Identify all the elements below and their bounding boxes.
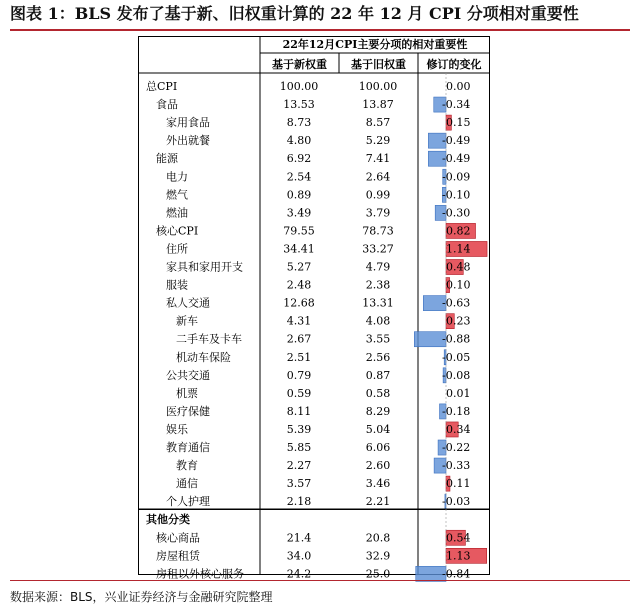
row-new-weight: 24.2	[286, 567, 312, 581]
row-new-weight: 0.89	[286, 188, 312, 202]
row-change-value: -0.34	[442, 98, 471, 112]
row-new-weight: 34.41	[283, 242, 315, 256]
row-old-weight: 25.0	[365, 567, 391, 581]
row-new-weight: 3.57	[286, 477, 312, 491]
row-label: 服装	[166, 278, 188, 292]
row-change-value: 1.14	[446, 242, 471, 256]
row-change-value: 0.01	[446, 386, 471, 400]
row-new-weight: 2.51	[286, 350, 312, 364]
row-old-weight: 2.38	[365, 278, 391, 292]
row-old-weight: 5.04	[365, 422, 391, 436]
row-new-weight: 2.27	[286, 459, 312, 473]
row-label: 房屋租赁	[156, 549, 200, 563]
row-label: 能源	[156, 152, 178, 166]
row-label: 总CPI	[146, 80, 178, 94]
row-old-weight: 32.9	[365, 549, 391, 563]
row-label: 娱乐	[166, 422, 188, 436]
row-label: 燃油	[166, 206, 188, 220]
row-change-value: -0.30	[442, 206, 471, 220]
row-label: 燃气	[166, 188, 188, 202]
row-new-weight: 4.80	[286, 134, 312, 148]
row-label: 机动车保险	[176, 350, 231, 364]
row-change-value: 0.00	[446, 80, 471, 94]
row-old-weight: 13.87	[362, 98, 394, 112]
row-old-weight: 100.00	[358, 80, 398, 94]
row-change-value: -0.05	[442, 350, 471, 364]
row-change-value: -0.22	[442, 441, 471, 455]
row-label: 新车	[176, 314, 198, 328]
column-header-new: 基于新权重	[272, 58, 327, 71]
source-note: 数据来源：BLS，兴业证券经济与金融研究院整理	[10, 590, 273, 604]
row-label: 医疗保健	[166, 404, 210, 418]
row-change-value: 0.11	[446, 477, 471, 491]
row-old-weight: 3.55	[365, 332, 391, 346]
row-label: 核心商品	[156, 531, 200, 545]
row-new-weight: 2.67	[286, 332, 312, 346]
row-label: 私人交通	[166, 296, 210, 310]
row-change-value: -0.08	[442, 368, 471, 382]
row-label: 食品	[156, 98, 178, 112]
row-label: 家具和家用开支	[166, 260, 243, 274]
row-old-weight: 20.8	[365, 531, 391, 545]
row-old-weight: 0.99	[365, 188, 391, 202]
row-label: 房租以外核心服务	[156, 567, 244, 581]
row-old-weight: 33.27	[362, 242, 394, 256]
row-change-value: -0.03	[442, 495, 471, 509]
row-change-value: -0.84	[442, 567, 471, 581]
row-old-weight: 4.79	[365, 260, 391, 274]
row-new-weight: 5.39	[286, 422, 312, 436]
row-new-weight: 79.55	[283, 224, 315, 238]
row-old-weight: 2.60	[365, 459, 391, 473]
row-change-value: 0.34	[446, 422, 471, 436]
row-old-weight: 3.79	[365, 206, 391, 220]
row-label: 个人护理	[166, 495, 210, 509]
row-change-value: -0.10	[442, 188, 471, 202]
section-label: 其他分类	[146, 513, 190, 527]
row-label: 教育通信	[166, 441, 210, 455]
row-change-value: 0.23	[446, 314, 471, 328]
row-new-weight: 34.0	[286, 549, 312, 563]
row-new-weight: 100.00	[279, 80, 319, 94]
header-group-label: 22年12月CPI主要分项的相对重要性	[282, 38, 468, 51]
row-label: 公共交通	[166, 368, 210, 382]
row-new-weight: 5.85	[286, 441, 312, 455]
row-change-value: 0.10	[446, 278, 471, 292]
column-header-change: 修订的变化	[426, 58, 482, 71]
row-new-weight: 5.27	[286, 260, 312, 274]
row-old-weight: 4.08	[365, 314, 391, 328]
row-old-weight: 78.73	[362, 224, 394, 238]
row-old-weight: 6.06	[365, 441, 391, 455]
row-old-weight: 5.29	[365, 134, 391, 148]
row-new-weight: 21.4	[286, 531, 312, 545]
row-change-value: -0.18	[442, 404, 471, 418]
column-header-old: 基于旧权重	[351, 58, 406, 71]
row-change-value: 0.48	[446, 260, 471, 274]
row-old-weight: 13.31	[362, 296, 394, 310]
row-label: 通信	[176, 477, 198, 491]
row-new-weight: 12.68	[283, 296, 315, 310]
row-change-value: -0.09	[442, 170, 471, 184]
row-old-weight: 2.21	[365, 495, 391, 509]
row-label: 住所	[166, 242, 188, 256]
row-new-weight: 8.73	[286, 116, 312, 130]
row-change-value: 0.15	[446, 116, 471, 130]
row-new-weight: 3.49	[286, 206, 312, 220]
row-old-weight: 0.87	[365, 368, 391, 382]
chart-title: 图表 1：BLS 发布了基于新、旧权重计算的 22 年 12 月 CPI 分项相对重要性	[10, 4, 579, 23]
row-old-weight: 3.46	[365, 477, 391, 491]
row-label: 外出就餐	[166, 134, 210, 148]
row-new-weight: 8.11	[286, 404, 312, 418]
row-new-weight: 2.48	[286, 278, 312, 292]
row-new-weight: 2.18	[286, 495, 312, 509]
row-new-weight: 4.31	[286, 314, 312, 328]
row-change-value: -0.63	[442, 296, 471, 310]
row-old-weight: 8.57	[365, 116, 391, 130]
row-new-weight: 0.79	[286, 368, 312, 382]
row-label: 机票	[176, 386, 198, 400]
row-old-weight: 0.58	[365, 386, 391, 400]
source-rule	[10, 580, 630, 581]
row-change-value: 0.54	[446, 531, 471, 545]
row-old-weight: 2.64	[365, 170, 391, 184]
row-new-weight: 13.53	[283, 98, 315, 112]
row-label: 电力	[166, 170, 188, 184]
row-new-weight: 0.59	[286, 386, 312, 400]
row-label: 教育	[176, 459, 198, 473]
row-change-value: 1.13	[446, 549, 471, 563]
row-new-weight: 2.54	[286, 170, 312, 184]
row-old-weight: 7.41	[365, 152, 391, 166]
row-new-weight: 6.92	[286, 152, 312, 166]
row-change-value: -0.49	[442, 134, 471, 148]
row-old-weight: 8.29	[365, 404, 391, 418]
row-change-value: 0.82	[446, 224, 471, 238]
row-label: 家用食品	[166, 116, 210, 130]
row-change-value: -0.49	[442, 152, 471, 166]
row-change-value: -0.88	[442, 332, 471, 346]
row-old-weight: 2.56	[365, 350, 391, 364]
row-label: 二手车及卡车	[176, 332, 242, 346]
row-label: 核心CPI	[156, 224, 199, 238]
row-change-value: -0.33	[442, 459, 471, 473]
